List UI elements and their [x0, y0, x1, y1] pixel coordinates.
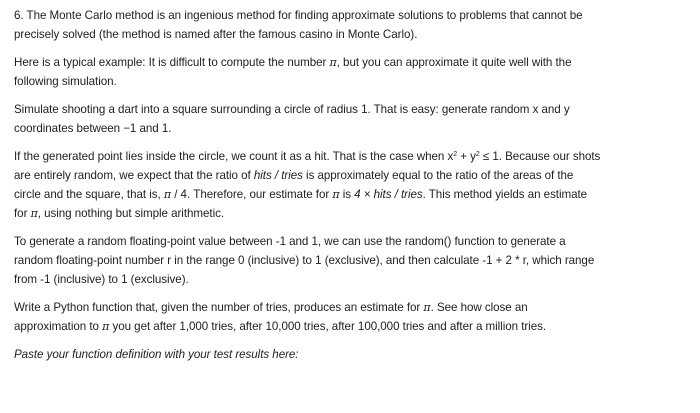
- superscript: 2: [453, 151, 458, 158]
- instruction-text: Paste your function definition with your test results here:: [14, 348, 299, 361]
- superscript: 2: [475, 151, 480, 158]
- text-segment: If the generated point lies inside the circle, we count it as a hit. That is the case when x: [14, 150, 454, 163]
- pi-symbol: π: [163, 188, 172, 201]
- text-segment: , using nothing but simple arithmetic.: [37, 207, 225, 220]
- pi-symbol: π: [423, 301, 431, 314]
- text-line: [14, 298, 696, 317]
- text-line: from -1 (inclusive) to 1 (exclusive).: [14, 273, 189, 286]
- paragraph-instruction: [14, 345, 696, 364]
- text-line: coordinates between −1 and 1.: [14, 122, 172, 135]
- text-line: [14, 53, 696, 72]
- paragraph-task: [14, 298, 696, 336]
- pi-symbol: π: [329, 56, 337, 69]
- italic-term: hits / tries: [253, 169, 303, 182]
- text-segment: Here is a typical example: It is difficult to compute the number: [14, 56, 330, 69]
- text-line: precisely solved (the method is named after the famous casino in Monte Carlo).: [14, 28, 418, 41]
- text-line: To generate a random floating-point value between -1 and 1, we can use the random() function to generate a: [14, 235, 566, 248]
- text-segment: approximation to: [14, 320, 103, 333]
- text-line: 6. The Monte Carlo method is an ingenious method for finding approximate solutions to problems that cannot be: [14, 9, 583, 22]
- text-segment: . This method yields an estimate: [422, 188, 588, 201]
- text-line: following simulation.: [14, 75, 117, 88]
- text-line: [14, 147, 696, 166]
- text-segment: for: [14, 207, 31, 220]
- pi-symbol: π: [30, 207, 38, 220]
- text-segment: ≤ 1. Because our shots: [479, 150, 601, 163]
- text-segment: is: [339, 188, 355, 201]
- text-line: [14, 317, 696, 336]
- text-line: [14, 185, 696, 204]
- text-segment: Write a Python function that, given the number of tries, produces an estimate for: [14, 301, 424, 314]
- italic-term: 4 × hits / tries: [354, 188, 423, 201]
- paragraph-simulate: [14, 100, 696, 138]
- text-segment: circle and the square, that is,: [14, 188, 164, 201]
- paragraph-random: [14, 232, 696, 289]
- paragraph-hit-condition: [14, 147, 696, 223]
- text-segment: is approximately equal to the ratio of the areas of the: [302, 169, 574, 182]
- paragraph-example: [14, 53, 696, 91]
- text-segment: are entirely random, we expect that the ratio of: [14, 169, 254, 182]
- text-line: [14, 166, 696, 185]
- text-segment: you get after 1,000 tries, after 10,000 tries, after 100,000 tries and after a million tries.: [109, 320, 547, 333]
- pi-symbol: π: [102, 320, 110, 333]
- text-segment: . See how close an: [430, 301, 528, 314]
- text-segment: / 4. Therefore, our estimate for: [171, 188, 333, 201]
- text-line: random floating-point number r in the range 0 (inclusive) to 1 (exclusive), and then calculate -1 + 2 * r, which range: [14, 254, 595, 267]
- paragraph-intro: [14, 6, 696, 44]
- text-segment: + y: [457, 150, 476, 163]
- pi-symbol: π: [332, 188, 340, 201]
- text-segment: , but you can approximate it quite well with the: [336, 56, 572, 69]
- text-line: Simulate shooting a dart into a square surrounding a circle of radius 1. That is easy: generate random x and y: [14, 103, 570, 116]
- text-line: [14, 204, 696, 223]
- document-body: [14, 6, 696, 372]
